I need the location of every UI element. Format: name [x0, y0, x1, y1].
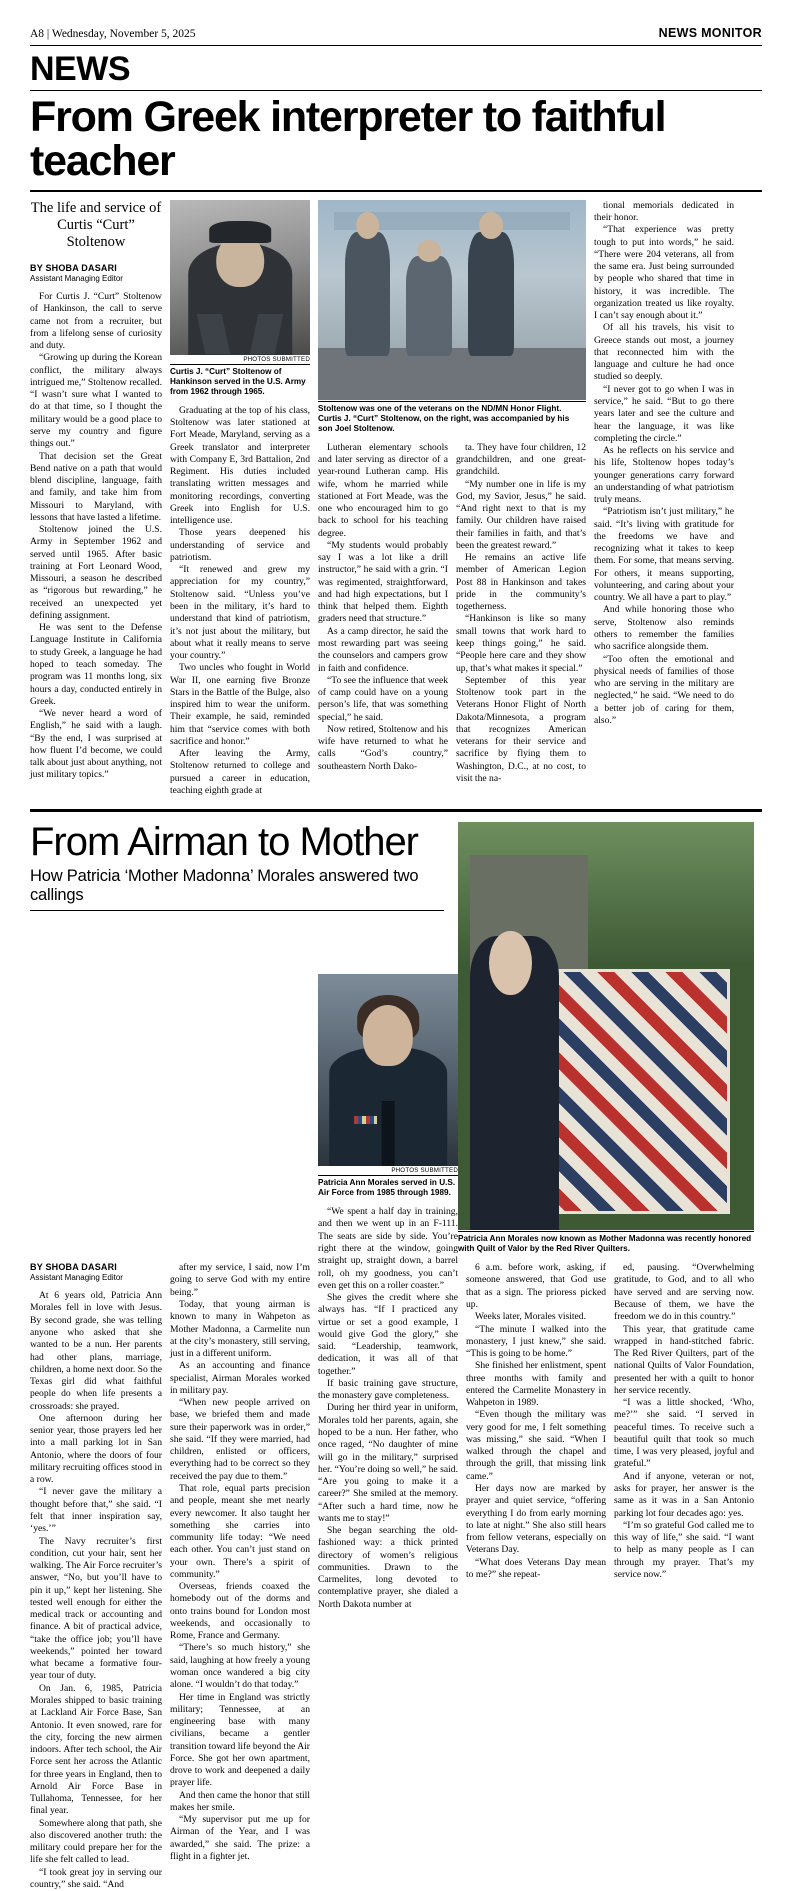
story2-paragraph: This year, that gratitude came wrapped in hand-stitched fabric. The Red River Quilters, part of the national Quilts of Valor Foundation, presented her with a quilt to honor her service recently. — [614, 1323, 754, 1396]
story2-paragraph: She began searching the old-fashioned way: a thick printed directory of women’s religious communities. Drawn to the Carmelites, long devoted to contemplative prayer, she dialed a North Dakota number at — [318, 1525, 458, 1610]
story1 — [30, 200, 762, 798]
story2-paragraph: During her third year in uniform, Morales told her parents, again, she hoped to be a nun. Her father, who once raged, “No daughter of mine will go in the military,” surprised her. “You’re doing so well,” he said. “Are you going to make it a career?” She smiled at the memory. “After such a hard time, now he wants me to stay!” — [318, 1402, 458, 1524]
stoltenow-portrait-image — [170, 200, 310, 355]
story2-paragraph: “My supervisor put me up for Airman of the Year, and I was awarded,” she said. The prize: a flight in a fighter jet. — [170, 1814, 310, 1862]
story1-paragraph: For Curtis J. “Curt” Stoltenow of Hankinson, the call to serve came not from a recruiter, but from a lifelong sense of curiosity and duty. — [30, 291, 162, 352]
story2-paragraph: “What does Veterans Day mean to me?” she repeat- — [466, 1556, 606, 1580]
morales-airforce-portrait-image — [318, 974, 458, 1166]
story2-photo-credit: PHOTOS SUBMITTED — [391, 1167, 458, 1175]
story2-photo-2 — [458, 822, 754, 1262]
story2-column-5 — [614, 1262, 754, 1891]
story1-paragraph: “Patriotism isn’t just military,” he said. “It’s living with gratitude for the freedoms we have and recognizing what it takes to keep them. For some, that means serving. For others, it means supporting, volunteering, and caring about your country. We all have a part to play.” — [594, 506, 734, 604]
section-label: NEWS — [30, 50, 130, 88]
story1-paragraph: “I never got to go when I was in service,” he said. “But to go there years later and see the culture and hear the language, it was like completing the circle.” — [594, 383, 734, 444]
story1-photo2-caption: Stoltenow was one of the veterans on the ND/MN Honor Flight. Curtis J. “Curt” Stoltenow, on the right, was accompanied by his son Joel Stoltenow. — [318, 403, 570, 433]
story1-paragraph: “Hankinson is like so many small towns that work hard to keep things going,” he said. “People here care and they show up, that’s what makes it special.” — [456, 613, 586, 674]
story2-headline-rule — [30, 910, 444, 911]
story1-photo-1 — [170, 200, 310, 397]
story2-paragraph: Her days now are marked by prayer and quiet service, “offering everything I do from early morning to late at night.” She also still hears from fellow veterans, especially on Veterans Day. — [466, 1483, 606, 1556]
story1-photo1-caption: Curtis J. “Curt” Stoltenow of Hankinson served in the U.S. Army from 1962 through 1965. — [170, 366, 306, 396]
story2-paragraph: If basic training gave structure, the monastery gave completeness. — [318, 1377, 458, 1402]
story2-paragraph: And if anyone, veteran or not, asks for prayer, her answer is the same as it was in a San Antonio parking lot four decades ago: yes. — [614, 1470, 754, 1519]
story2-paragraph: Weeks later, Morales visited. — [475, 1311, 587, 1323]
story1-paragraph: He was sent to the Defense Language Institute in California to study Greek, a language he had hoped to teach someday. The program was 11 months long, six hours a day, conducted entirely in Greek. — [30, 622, 162, 707]
story2-paragraph: Her time in England was strictly military; Tennessee, at an engineering base with many civilians, became a gentler transition toward life beyond the Air Force. She got her own apartment, drove to work and deepened a daily prayer life. — [170, 1691, 310, 1789]
story1-paragraph: After leaving the Army, Stoltenow returned to college and pursued a career in education, teaching eighth grade at — [170, 748, 310, 796]
story2-paragraph: after my service, I said, now I’m going to serve God with my entire being.” — [170, 1262, 310, 1298]
story2-column-4 — [466, 1262, 606, 1891]
story1-paragraph: “Growing up during the Korean conflict, the military always intrigued me,” Stoltenow recalled. “I wasn’t sure what I wanted to do at that time, so I thought the military would be a good place to serve my country and figure things out.” — [30, 352, 162, 450]
story1-column-1 — [30, 200, 162, 798]
caption-rule — [318, 1175, 458, 1176]
story1-paragraph: “My number one in life is my God, my Savior, Jesus,” he said. “And right next to that is my family. Our children have raised their families in faith, and that’s been the greatest reward.” — [456, 478, 586, 551]
story1-column-2 — [170, 200, 310, 798]
story1-paragraph: Two uncles who fought in World War II, one earning five Bronze Stars in the Battle of the Bulge, also inspired him to wear the uniform. Their example, he said, reminded him that “service comes with both sacrifice and honor.” — [170, 662, 310, 747]
story1-paragraph: ta. They have four children, 12 grandchildren, and one great-grandchild. — [456, 441, 586, 478]
story1-paragraph: He remains an active life member of American Legion Post 88 in Hankinson and takes pride in the community’s togetherness. — [456, 552, 586, 613]
story2-paragraph: And then came the honor that still makes her smile. — [170, 1789, 310, 1813]
story1-paragraph: September of this year Stoltenow took part in the Veterans Honor Flight of North Dakota/Minnesota, a program that recognizes American veterans for their service and sacrifice by flying them to Washington, D.C., at no cost, to visit the na- — [456, 674, 586, 784]
story1-byline-title: Assistant Managing Editor — [30, 274, 123, 284]
story1-byline: BY SHOBA DASARI — [30, 263, 118, 274]
masthead — [30, 26, 762, 45]
story1-column-3a — [318, 442, 448, 785]
masthead-publication: NEWS MONITOR — [658, 26, 762, 40]
story1-paragraph: “Too often the emotional and physical needs of families of those who are serving in the military are neglected,” he said. “We need to do a better job of caring for them, also.” — [594, 653, 734, 726]
story2-paragraph: Somewhere along that path, she also discovered another truth: the military could prepare her for the life she felt called to lead. — [30, 1817, 162, 1866]
honor-flight-image — [318, 200, 586, 400]
story1-paragraph: “My students would probably say I was a lot like a drill instructor,” he said with a grin. “I was regimented, straightforward, and had high expectations, but I think that helped them. Eighth graders need that structure.” — [318, 539, 448, 625]
story2-paragraph: That role, equal parts precision and people, meant she met nearly every newcomer. It also taught her something she carries into community life today: “We need each other. You can’t just stand on your own. There’s a spirit of community.” — [170, 1483, 310, 1580]
story1-paragraph: As he reflects on his service and his life, Stoltenow hopes today’s younger generations carry forward an understanding of what patriotism truly means. — [594, 445, 734, 506]
story1-paragraph: Graduating at the top of his class, Stoltenow was later stationed at Fort Meade, Maryland, serving as a Greek translator and interpreter with Company E, 3rd Battalion, 2nd Regiment. His duties included translating written messages and monitoring recordings, converting Greek into English for U.S. intelligence use. — [170, 404, 310, 527]
mother-madonna-quilt-image — [458, 822, 754, 1230]
story2-paragraph: As an accounting and finance specialist, Airman Morales worked in military pay. — [170, 1360, 310, 1396]
story2-paragraph: On Jan. 6, 1985, Patricia Morales shipped to basic training at Lackland Air Force Base, San Antonio. It even snowed, rare for the city, forcing the new airmen indoors. After tech school, the Air Force sent her across the Atlantic for three years in England, then to Arnold Air Force Base in Tullahoma, Tennessee, for her final year. — [30, 1682, 162, 1817]
story2-paragraph: Overseas, friends coaxed the homebody out of the dorms and onto trains bound for London most weekends, and occasionally to Rome, France and Germany. — [170, 1581, 310, 1642]
story2-paragraph: “The minute I walked into the monastery, I just knew,” she said. “This is going to be home.” — [466, 1323, 606, 1360]
story2-paragraph: She finished her enlistment, spent three months with family and entered the Carmelite Monastery in Wahpeton in 1989. — [466, 1360, 606, 1409]
story2-byline-title: Assistant Managing Editor — [30, 1273, 123, 1283]
story2-paragraph: “I never gave the military a thought before that,” she said. “I felt that inner inspiration say, ‘yes.’” — [30, 1486, 162, 1535]
story2-column-3 — [318, 1167, 458, 1891]
story2-paragraph: “When new people arrived on base, we briefed them and made sure their paperwork was in order,” she said. “If they were married, had children, enlisted or officers, everything had to be correct so they received the pay due to them.” — [170, 1397, 310, 1482]
story2-paragraph: “I was a little shocked, ‘Who, me?’” she said. “I served in peaceful times. To receive such a beautiful quilt that took so much time, I was very pleased, joyful and grateful.” — [614, 1397, 754, 1470]
story2-paragraph: She gives the credit where she always has. “If I practiced any virtue or set a good example, I would give God the glory,” she said. “Leadership, teamwork, dedication, it was all of that together.” — [318, 1292, 458, 1377]
story1-paragraph: And while honoring those who serve, Stoltenow also reminds others to remember the families who sacrifice alongside them. — [594, 604, 734, 653]
story2-paragraph: “I took great joy in serving our country,” she said. “And — [30, 1866, 162, 1890]
story-divider — [30, 809, 762, 812]
story2-headline: From Airman to Mother — [30, 820, 419, 865]
story1-paragraph: “It renewed and grew my appreciation for my country,” Stoltenow said. “Unless you’ve been in the military, it’s hard to understand that kind of patriotism, it’s not just about the military, but about what it really means to serve your country.” — [170, 564, 310, 662]
story2-paragraph: At 6 years old, Patricia Ann Morales fell in love with Jesus. By second grade, she was telling anyone who asked that she wanted to be a nun. Her parents had other plans, marriage, children, a home next door. So the Texas girl did what faithful people do when life presents a crossroads: she prayed. — [30, 1290, 162, 1412]
story1-paragraph: tional memorials dedicated in their honor. — [594, 199, 734, 223]
story2-column-2 — [170, 1262, 310, 1891]
story2-paragraph: 6 a.m. before work, asking, if someone answered, that God use that as a sign. The prioress picked up. — [466, 1262, 606, 1311]
masthead-date: A8 | Wednesday, November 5, 2025 — [30, 28, 196, 40]
story1-paragraph: Now retired, Stoltenow and his wife have returned to what he calls “God’s country,” southeastern North Dako- — [318, 723, 448, 772]
story1-paragraph: “To see the influence that week of camp could have on a young person’s life, that was something special,” he said. — [318, 674, 448, 723]
story2-paragraph: “We spent a half day in training, and then we went up in an F-111. The seats are side by side. You’re right there at the window, going straight up, straight down, a barrel roll, oh my goodness, you can’t even get this on a roller coaster.” — [318, 1206, 458, 1291]
story1-column-3b — [456, 442, 586, 785]
story2-paragraph: One afternoon during her senior year, those prayers led her into a mall parking lot in San Antonio, where the doors of four military recruiting offices stood in a row. — [30, 1412, 162, 1486]
caption-rule — [318, 401, 586, 402]
story2-paragraph: ed, pausing. “Overwhelming gratitude, to God, and to all who have served and are serving now. Because of them, we have the freedom we do in this country.” — [614, 1262, 754, 1323]
caption-rule — [170, 364, 310, 365]
story2-paragraph: “I’m so grateful God called me to this way of life,” she said. “I want to help as many people as I can through my prayer. That’s my service now.” — [614, 1519, 754, 1580]
story1-headline-rule — [30, 190, 762, 192]
story2-column-1 — [30, 1262, 162, 1891]
story2-subhead: How Patricia ‘Mother Madonna’ Morales answered two callings — [30, 867, 419, 905]
story2-byline: BY SHOBA DASARI — [30, 1262, 118, 1273]
story2-photo-1 — [318, 974, 458, 1198]
story1-column-5 — [594, 200, 734, 798]
story1-paragraph: That decision set the Great Bend native on a path that would blend discipline, language, faith and family, and take him from Missouri to Maryland, with lessons that have lasted a lifetime. — [30, 450, 162, 523]
story1-column-3 — [318, 200, 586, 798]
story2-photo2-caption: Patricia Ann Morales now known as Mother Madonna was recently honored with Quilt of Valor by the Red River Quilters. — [458, 1234, 752, 1254]
story2-paragraph: The Navy recruiter’s first condition, cut your hair, sent her walking. The Air Force recruiter’s answer, “No, but you’ll have to pin it up,” kept her listening. She tested well enough for either the medical track or accounting and finance. A bit of practical advice, “take the office job; you’ll have weekends,” pointed her toward what became a formative four-year tour of duty. — [30, 1535, 162, 1682]
story1-headline: From Greek interpreter to faithful teacher — [30, 93, 666, 185]
story1-paragraph: “That experience was pretty tough to put into words,” he said. “There were 204 veterans, all from the same era. Just being surrounded by people who shared that time in history, it was incredible. The organization treated us like royalty. I can’t say enough about it.” — [594, 224, 734, 322]
section-rule — [30, 90, 762, 91]
story2-paragraph: “There’s so much history,” she said, laughing at how freely a young woman once wandered a big city alone. “I wouldn’t do that today.” — [170, 1642, 310, 1691]
story1-paragraph: Stoltenow joined the U.S. Army in September 1962 and served until 1965. After basic training at Fort Leonard Wood, Missouri, a season he described as “rigorous but rewarding,” he received an unexpected yet defining assignment. — [30, 524, 162, 621]
story1-paragraph: Those years deepened his understanding of service and patriotism. — [170, 527, 310, 563]
story1-photo-credit: PHOTOS SUBMITTED — [243, 355, 310, 363]
story1-paragraph: “We never heard a word of English,” he said with a laugh. “By the end, I was surprised at how fluent I’d become, we could talk about just about anything, not just military topics.” — [30, 708, 162, 781]
story1-paragraph: Of all his travels, his visit to Greece stands out most, a journey that reconnected him with the language and culture he had once studied so deeply. — [594, 322, 734, 383]
story1-deck: The life and service of Curtis “Curt” Stoltenow — [30, 199, 162, 250]
story2-paragraph: Today, that young airman is known to many in Wahpeton as Mother Madonna, a Carmelite nun at the city’s monastery, still serving, just in a different uniform. — [170, 1299, 310, 1360]
story1-photo-2 — [318, 200, 586, 434]
story2-photo1-caption: Patricia Ann Morales served in U.S. Air Force from 1985 through 1989. — [318, 1178, 456, 1198]
story1-paragraph: As a camp director, he said the most rewarding part was seeing the counselors and campers grow in faith and confidence. — [318, 625, 448, 674]
story2-paragraph: “Even though the military was very good for me, I felt something was missing,” she said. “When I walked through the chapel and through the grill, that missing link came.” — [466, 1409, 606, 1482]
story1-paragraph: Lutheran elementary schools and later serving as director of a year-round Lutheran camp. His wife, whom he married while stationed at Fort Meade, was the one who encouraged him to go back to school for his teaching degree. — [318, 441, 448, 539]
